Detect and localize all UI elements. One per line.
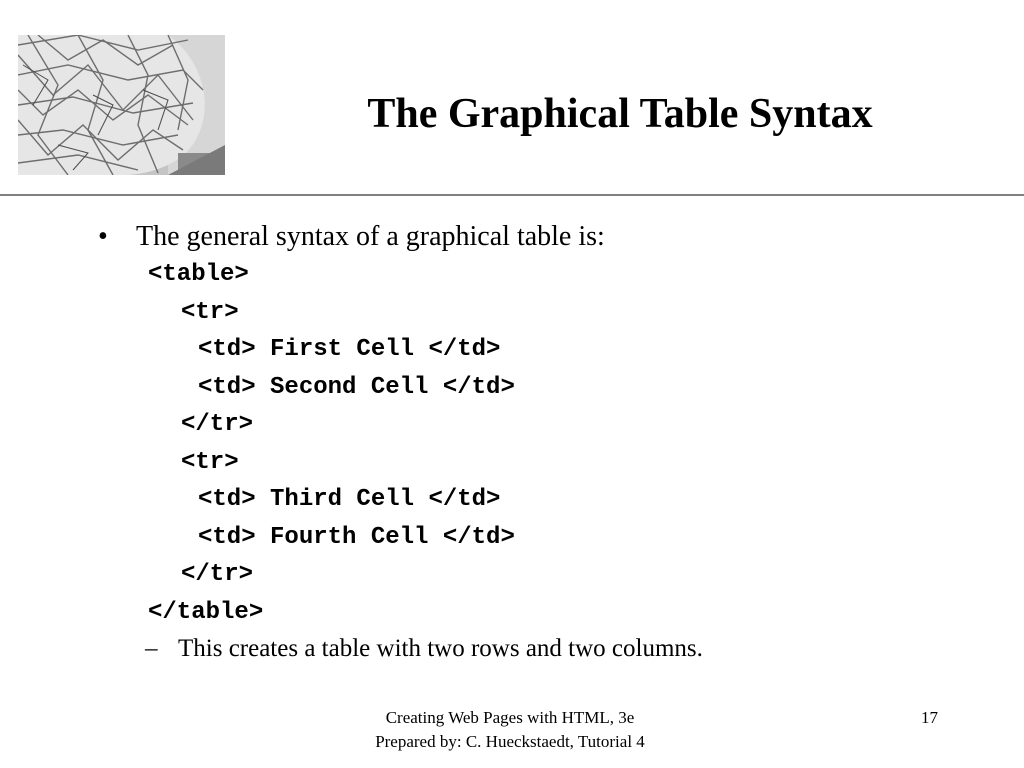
page-number: 17: [921, 708, 938, 727]
code-line-table-open: <table>: [148, 261, 249, 288]
code-line-tr-open: <tr>: [181, 448, 239, 476]
footer-line-2: Prepared by: C. Hueckstaedt, Tutorial 4: [375, 732, 645, 751]
code-line-td: <td> Fourth Cell </td>: [198, 523, 515, 551]
code-line-tr-close: </tr>: [181, 411, 254, 438]
code-line-td: <td> First Cell </td>: [198, 336, 501, 363]
footer-line-1: Creating Web Pages with HTML, 3e: [385, 708, 635, 727]
bullet-text: The general syntax of a graphical table is:: [136, 221, 605, 252]
slide-footer: [300, 706, 720, 754]
code-line-td: <td> Third Cell </td>: [198, 486, 501, 513]
slide-content: [98, 219, 978, 667]
code-block: [98, 256, 978, 631]
code-line-table-close: </table>: [148, 598, 264, 626]
geodesic-structure-photo-icon: [18, 35, 225, 175]
sub-bullet-text: This creates a table with two rows and two columns.: [178, 635, 703, 662]
code-line-td: <td> Second Cell </td>: [198, 373, 515, 401]
bullet-item: [98, 219, 978, 255]
title-divider: [0, 194, 1024, 196]
sub-bullet-marker: –: [145, 635, 158, 662]
code-line-tr-open: <tr>: [181, 298, 239, 326]
slide-title: The Graphical Table Syntax: [367, 91, 873, 137]
code-line-tr-close: </tr>: [181, 561, 254, 588]
bullet-marker: •: [98, 221, 108, 252]
sub-bullet-item: [145, 631, 978, 667]
